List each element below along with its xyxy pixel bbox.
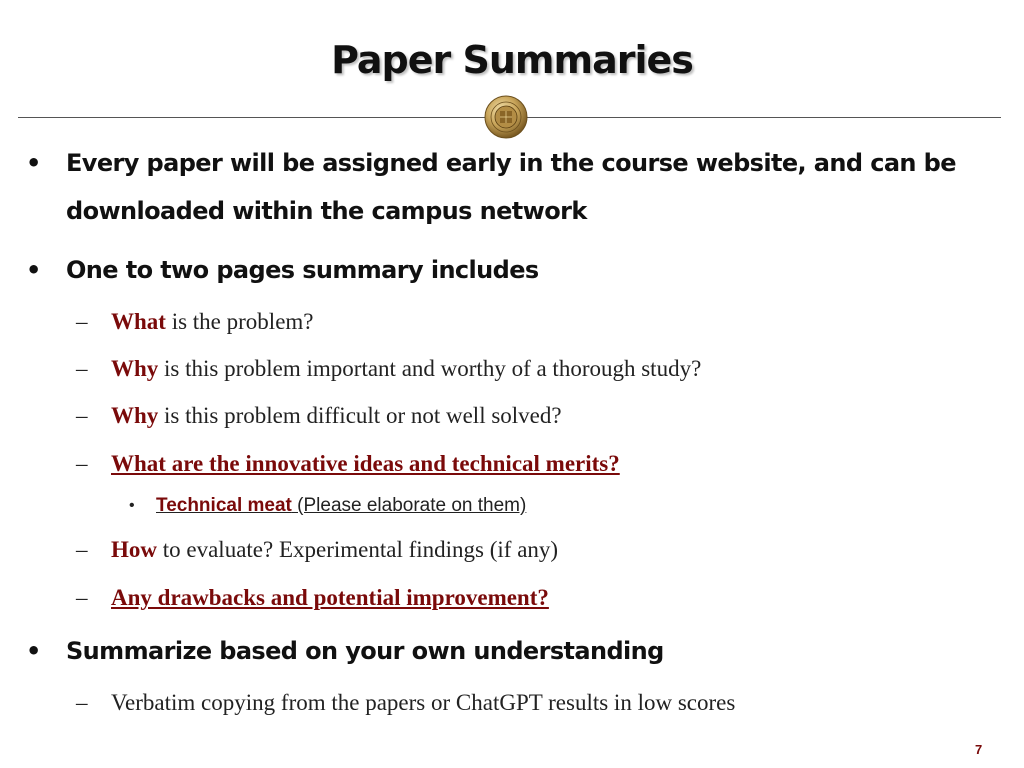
sub-bullet-text: is this problem difficult or not well solved? [158, 403, 562, 428]
bullet-text: Summarize based on your own understanding [66, 637, 664, 665]
sub-sub-bullet-text: (Please elaborate on them) [291, 495, 527, 516]
highlight-text: Why [111, 356, 159, 381]
sub-bullet-item [76, 307, 991, 337]
sub-sub-bullet-item [129, 494, 856, 518]
sub-bullet-item [76, 354, 991, 384]
dash-icon: – [76, 690, 88, 715]
dash-icon: – [76, 451, 88, 476]
bullet-icon: • [129, 497, 135, 514]
bullet-item [26, 139, 996, 235]
highlight-text: What are the innovative ideas and technical merits? [111, 451, 620, 476]
sub-bullet-text: to evaluate? Experimental findings (if any) [157, 537, 559, 562]
university-seal-icon [484, 95, 528, 139]
bullet-icon: • [26, 149, 41, 177]
dash-icon: – [76, 537, 88, 562]
bullet-item [26, 627, 996, 675]
sub-bullet-text: Verbatim copying from the papers or ChatGPT results in low scores [111, 690, 736, 715]
dash-icon: – [76, 356, 88, 381]
bullet-text: One to two pages summary includes [66, 256, 539, 284]
highlight-text: How [111, 537, 157, 562]
sub-bullet-text: is the problem? [165, 309, 314, 334]
dash-icon: – [76, 309, 88, 334]
sub-bullet-item [76, 535, 991, 565]
highlight-text: Any drawbacks and potential improvement? [111, 585, 549, 610]
dash-icon: – [76, 585, 88, 610]
sub-bullet-item [76, 401, 991, 431]
highlight-text: Technical meat [156, 495, 292, 516]
bullet-item [26, 246, 996, 294]
sub-bullet-item [76, 583, 991, 613]
bullet-text: Every paper will be assigned early in the course website, and can be downloaded within the campus network [66, 149, 956, 225]
sub-bullet-item [76, 449, 991, 479]
sub-bullet-item [76, 688, 991, 718]
highlight-text: Why [111, 403, 159, 428]
bullet-icon: • [26, 256, 41, 284]
bullet-icon: • [26, 637, 41, 665]
dash-icon: – [76, 403, 88, 428]
sub-bullet-text: is this problem important and worthy of a thorough study? [158, 356, 702, 381]
page-number: 7 [975, 742, 983, 757]
highlight-text: What [111, 309, 166, 334]
slide-title: Paper Summaries [331, 38, 693, 82]
